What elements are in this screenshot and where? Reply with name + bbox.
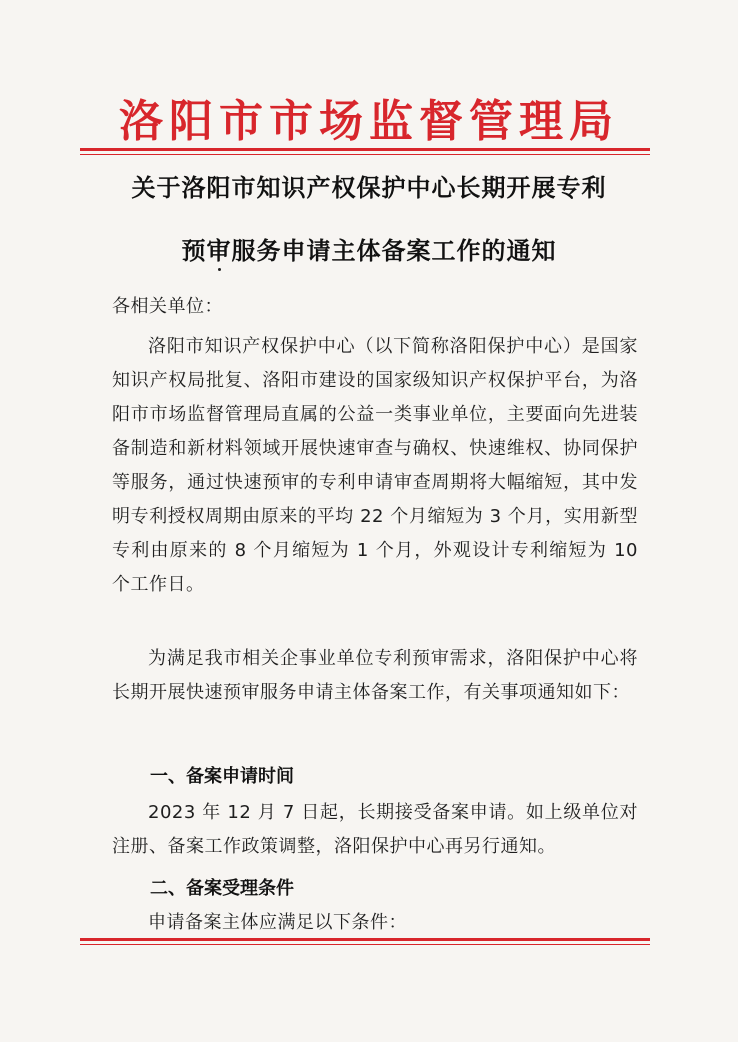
letterhead-divider-thin: [80, 154, 650, 155]
footer-divider-thin: [80, 944, 650, 945]
footer-divider: [80, 938, 650, 941]
document-title-line-2: 预审服务申请主体备案工作的通知: [181, 237, 557, 265]
stray-mark: [218, 268, 221, 271]
paragraph-purpose: 为满足我市相关企事业单位专利预审需求，洛阳保护中心将长期开展快速预审服务申请主体备案工作，有关事项通知如下：: [112, 648, 638, 703]
letterhead-divider: [80, 148, 650, 151]
section-1-text: 2023 年 12 月 7 日起，长期接受备案申请。如上级单位对注册、备案工作政策调整，洛阳保护中心再另行通知。: [112, 802, 638, 857]
section-2-text: 申请备案主体应满足以下条件：: [148, 912, 407, 933]
salutation: 各相关单位：: [112, 296, 223, 317]
section-heading-1: 一、备案申请时间: [150, 766, 294, 787]
paragraph-intro: 洛阳市知识产权保护中心（以下简称洛阳保护中心）是国家知识产权局批复、洛阳市建设的国家级知识产权保护平台，为洛阳市市场监督管理局直属的公益一类事业单位，主要面向先进装备制造和新材料领域开展快速审查与确权、快速维权、协同保护等服务，通过快速预审的专利申请审查周期将大幅缩短，其中发明专利授权周期由原来的平均 22 个月缩短为 3 个月，实用新型专利由原来的 8 个月缩短为 1 个月，外观设计专利缩短为 10 个工作日。: [112, 336, 638, 595]
document-title-line-1: 关于洛阳市知识产权保护中心长期开展专利: [131, 174, 607, 202]
section-heading-2: 二、备案受理条件: [150, 878, 294, 899]
agency-letterhead: 洛阳市市场监督管理局: [119, 96, 619, 147]
